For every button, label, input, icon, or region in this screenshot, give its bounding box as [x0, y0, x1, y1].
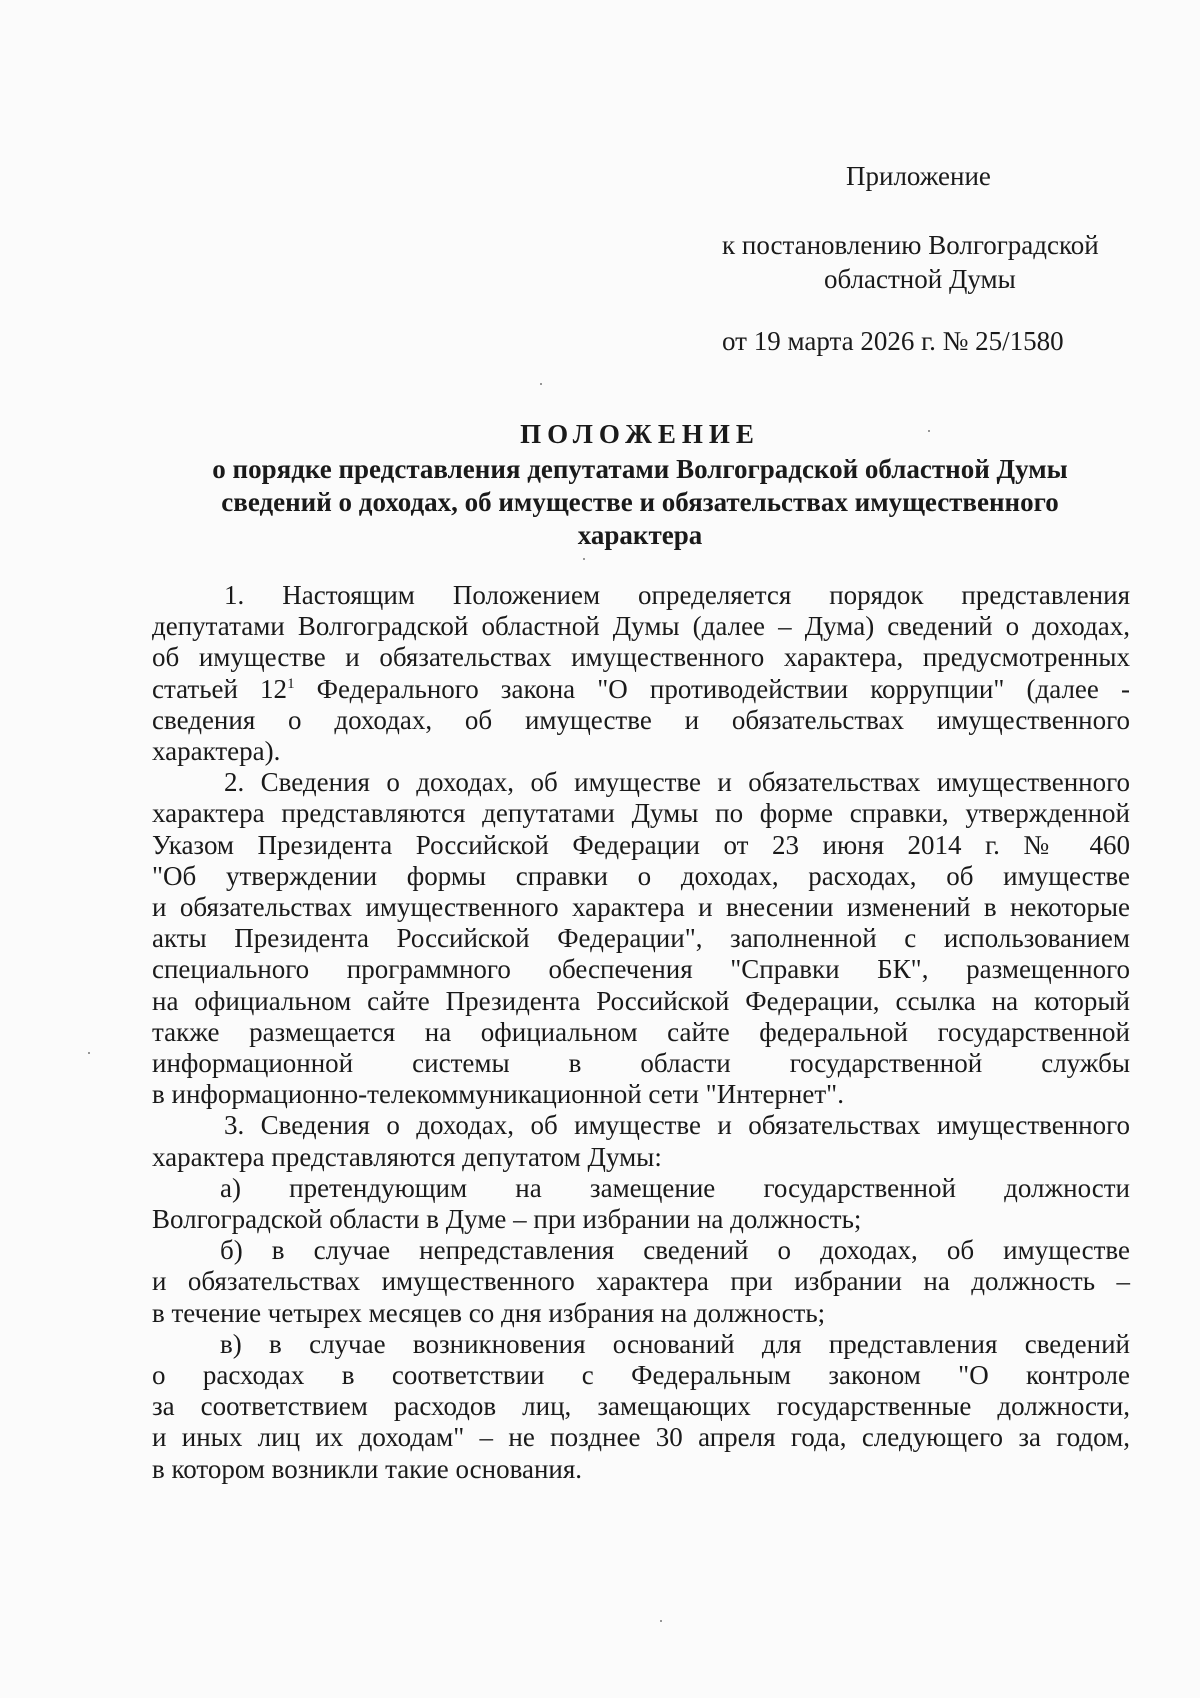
text-line: об имуществе и обязательствах имущественного характера, предусмотренных: [152, 642, 1130, 673]
text-line: Волгоградской области в Думе – при избрании на должность;: [152, 1204, 862, 1235]
scan-speck: [928, 430, 930, 432]
text-line: б) в случае непредставления сведений о доходах, об имуществе: [220, 1235, 1130, 1266]
scan-speck: [88, 1052, 90, 1054]
text-line: на официальном сайте Президента Российской Федерации, ссылка на который: [152, 985, 1130, 1016]
text-line: а) претендующим на замещение государственной должности: [220, 1172, 1130, 1203]
appendix-reference-line-1: к постановлению Волгоградской: [722, 230, 1099, 260]
text-line: 1. Настоящим Положением определяется порядок представления: [224, 580, 1130, 610]
text-line: и обязательствах имущественного характера при избрании на должность –: [152, 1266, 1130, 1297]
title-heading: ПОЛОЖЕНИЕ: [520, 419, 760, 449]
text-line: характера представляются депутатами Думы по форме справки, утвержденной: [152, 798, 1130, 829]
paragraph-3: [152, 1110, 1130, 1172]
text-line: "Об утверждении формы справки о доходах, расходах, об имуществе: [152, 860, 1130, 891]
text-line: характера).: [152, 736, 281, 767]
text-line: в информационно-телекоммуникационной сети "Интернет".: [152, 1079, 844, 1110]
superscript: 1: [287, 675, 295, 692]
text-line: и обязательствах имущественного характера и внесении изменений в некоторые: [152, 892, 1130, 923]
text-line: в) в случае возникновения оснований для представления сведений: [220, 1328, 1130, 1359]
text-fragment: Федерального закона "О противодействии коррупции" (далее -: [294, 673, 1130, 704]
text-line: акты Президента Российской Федерации", заполненной с использованием: [152, 923, 1130, 954]
text-line: депутатами Волгоградской областной Думы (далее – Дума) сведений о доходах,: [152, 611, 1130, 642]
paragraph-1: [152, 580, 1130, 767]
document-body: [152, 580, 1130, 1485]
text-line: сведения о доходах, об имуществе и обязательствах имущественного: [152, 704, 1130, 735]
appendix-reference-line-2: областной Думы: [824, 264, 1016, 294]
appendix-date: от 19 марта 2026 г. № 25/1580: [722, 326, 1064, 356]
subparagraph-a: [152, 1173, 1130, 1235]
text-line: 3. Сведения о доходах, об имуществе и обязательствах имущественного: [224, 1110, 1130, 1141]
appendix-label: Приложение: [846, 161, 991, 191]
text-line: также размещается на официальном сайте федеральной государственной: [152, 1016, 1130, 1047]
text-line: характера представляются депутатом Думы:: [152, 1141, 662, 1172]
document-title: [150, 418, 1130, 552]
text-line: о расходах в соответствии с Федеральным законом "О контроле: [152, 1360, 1130, 1391]
text-line: информационной системы в области государственной службы: [152, 1048, 1130, 1079]
scan-speck: [583, 558, 585, 560]
text-line: Указом Президента Российской Федерации от 23 июня 2014 г. № 460: [152, 829, 1130, 860]
text-fragment: статьей 12: [152, 673, 288, 704]
scan-speck: [540, 383, 542, 385]
text-line: за соответствием расходов лиц, замещающих государственные должности,: [152, 1391, 1130, 1422]
text-line: в котором возникли такие основания.: [152, 1453, 583, 1484]
subparagraph-v: [152, 1329, 1130, 1485]
title-subtitle-line-2: сведений о доходах, об имуществе и обязательствах имущественного: [221, 487, 1059, 517]
subparagraph-b: [152, 1235, 1130, 1329]
title-subtitle-line-1: о порядке представления депутатами Волгоградской областной Думы: [212, 454, 1068, 484]
text-line: и иных лиц их доходам" – не позднее 30 апреля года, следующего за годом,: [152, 1422, 1130, 1453]
paragraph-2: [152, 767, 1130, 1110]
text-line: специального программного обеспечения "Справки БК", размещенного: [152, 954, 1130, 985]
scan-speck: [660, 1620, 662, 1622]
text-line: в течение четырех месяцев со дня избрания на должность;: [152, 1297, 826, 1328]
text-line: [152, 674, 1130, 705]
appendix-reference: [722, 228, 1122, 296]
text-line: 2. Сведения о доходах, об имуществе и обязательствах имущественного: [224, 767, 1130, 798]
title-subtitle-line-3: характера: [577, 520, 703, 550]
